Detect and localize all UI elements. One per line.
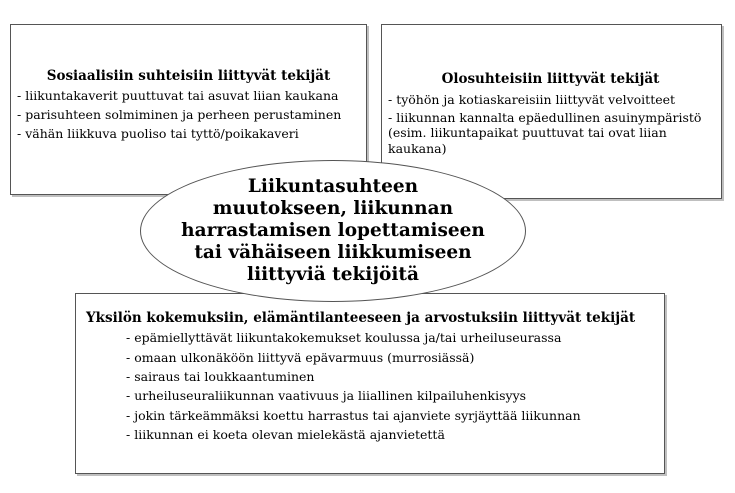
social-factors-title: Sosiaalisiin suhteisiin liittyvät tekijät	[46, 68, 331, 84]
central-topic-ellipse	[140, 160, 526, 302]
conditions-factor-item: - liikunnan kannalta epäedullinen asuinympäristö (esim. liikuntapaikat puuttuvat tai ovat liian kaukana)	[388, 109, 702, 157]
social-factor-item: - parisuhteen solmiminen ja perheen perustaminen	[17, 107, 342, 123]
individual-factors-title: Yksilön kokemuksiin, elämäntilanteeseen ja arvostuksiin liittyvät tekijät	[86, 310, 636, 326]
individual-factor-item: - liikunnan ei koeta olevan mielekästä ajanvietettä	[126, 427, 445, 443]
individual-factors-box	[75, 293, 665, 474]
central-topic-line: tai vähäiseen liikkumiseen	[194, 241, 472, 263]
central-topic-line: Liikuntasuhteen	[247, 176, 419, 198]
social-factors-list	[17, 88, 360, 143]
social-factor-item: - vähän liikkuva puoliso tai tyttö/poikakaveri	[17, 125, 299, 141]
individual-factor-item: - omaan ulkonäköön liittyvä epävarmuus (murrosiässä)	[126, 349, 475, 365]
individual-factor-item: - epämiellyttävät liikuntakokemukset koulussa ja/tai urheiluseurassa	[126, 330, 562, 346]
individual-factor-item: - sairaus tai loukkaantuminen	[126, 368, 315, 384]
central-topic-title	[181, 176, 485, 285]
conditions-factor-item: - työhön ja kotiaskareisiin liittyvät velvoitteet	[388, 92, 676, 108]
central-topic-line: liittyviä tekijöitä	[247, 263, 419, 285]
individual-factors-list	[86, 330, 656, 444]
individual-factor-item: - urheiluseuraliikunnan vaativuus ja liiallinen kilpailuhenkisyys	[126, 388, 527, 404]
conditions-factors-title: Olosuhteisiin liittyvät tekijät	[441, 71, 660, 87]
social-factor-item: - liikuntakaverit puuttuvat tai asuvat liian kaukana	[17, 88, 339, 104]
central-topic-line: muutokseen, liikunnan	[212, 198, 454, 220]
central-topic-line: harrastamisen lopettamiseen	[181, 220, 485, 242]
individual-factor-item: - jokin tärkeämmäksi koettu harrastus tai ajanviete syrjäyttää liikunnan	[126, 407, 581, 423]
conditions-factors-list	[388, 92, 713, 157]
